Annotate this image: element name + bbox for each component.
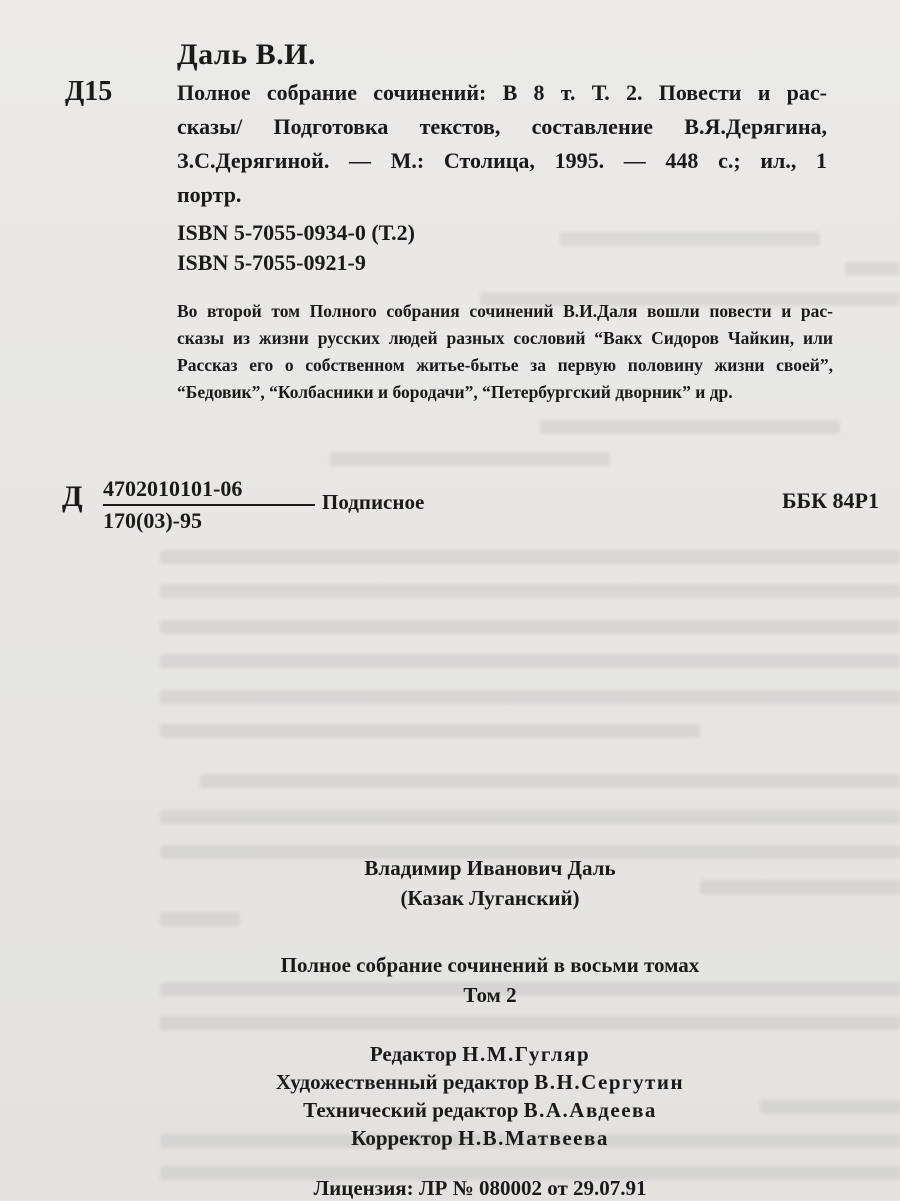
isbn-set: ISBN 5-7055-0921-9 <box>177 250 366 275</box>
volume-label: Том 2 <box>463 983 517 1007</box>
catalog-code: Д15 <box>65 76 113 107</box>
bib-line: З.С.Дерягиной. — М.: Столица, 1995. — 448 с.; ил., 1 <box>177 148 827 173</box>
index-denominator: 170(03)-95 <box>103 508 202 533</box>
credit-art-editor <box>30 1070 900 1095</box>
credit-role: Корректор <box>351 1126 453 1150</box>
annotation-line: сказы из жизни русских людей разных сословий “Вакх Сидоров Чайкин, или <box>177 328 833 348</box>
bbk-code: ББК 84Р1 <box>782 488 879 513</box>
annotation-line: Рассказ его о собственном житье-бытье за первую половину жизни своей”, <box>177 355 833 375</box>
series-title: Полное собрание сочинений в восьми томах <box>280 953 700 977</box>
subscription-label: Подписное <box>322 490 425 514</box>
credit-editor <box>30 1042 900 1067</box>
bib-line: сказы/ Подготовка текстов, составление В.Я.Дерягина, <box>177 114 827 139</box>
classification-letter: Д <box>62 480 83 513</box>
credit-role: Редактор <box>369 1042 457 1066</box>
bib-line: Полное собрание сочинений: В 8 т. Т. 2. Повести и рас- <box>177 80 827 105</box>
annotation <box>177 298 833 406</box>
fraction-rule <box>103 504 315 506</box>
credit-name: В.Н.Сергутин <box>534 1070 685 1094</box>
author-pseudonym: (Казак Луганский) <box>400 886 580 910</box>
credit-name: Н.М.Гугляр <box>462 1042 591 1066</box>
credit-name: Н.В.Матвеева <box>458 1126 609 1150</box>
credit-role: Технический редактор <box>303 1098 519 1122</box>
isbn-volume: ISBN 5-7055-0934-0 (Т.2) <box>177 220 415 245</box>
author-heading: Даль В.И. <box>177 38 316 71</box>
credit-role: Художественный редактор <box>275 1070 529 1094</box>
credit-proofreader <box>30 1126 900 1151</box>
annotation-line: Во второй том Полного собрания сочинений В.И.Даля вошли повести и рас- <box>177 301 833 321</box>
license-line: Лицензия: ЛР № 080002 от 29.07.91 <box>313 1176 647 1200</box>
annotation-line: “Бедовик”, “Колбасники и бородачи”, “Петербургский дворник” и др. <box>177 382 733 402</box>
bibliographic-description <box>177 76 827 212</box>
bib-line: портр. <box>177 182 242 207</box>
credit-name: В.А.Авдеева <box>523 1098 657 1122</box>
author-full-name: Владимир Иванович Даль <box>364 856 616 880</box>
index-numerator: 4702010101-06 <box>103 476 243 501</box>
credit-tech-editor <box>30 1098 900 1123</box>
